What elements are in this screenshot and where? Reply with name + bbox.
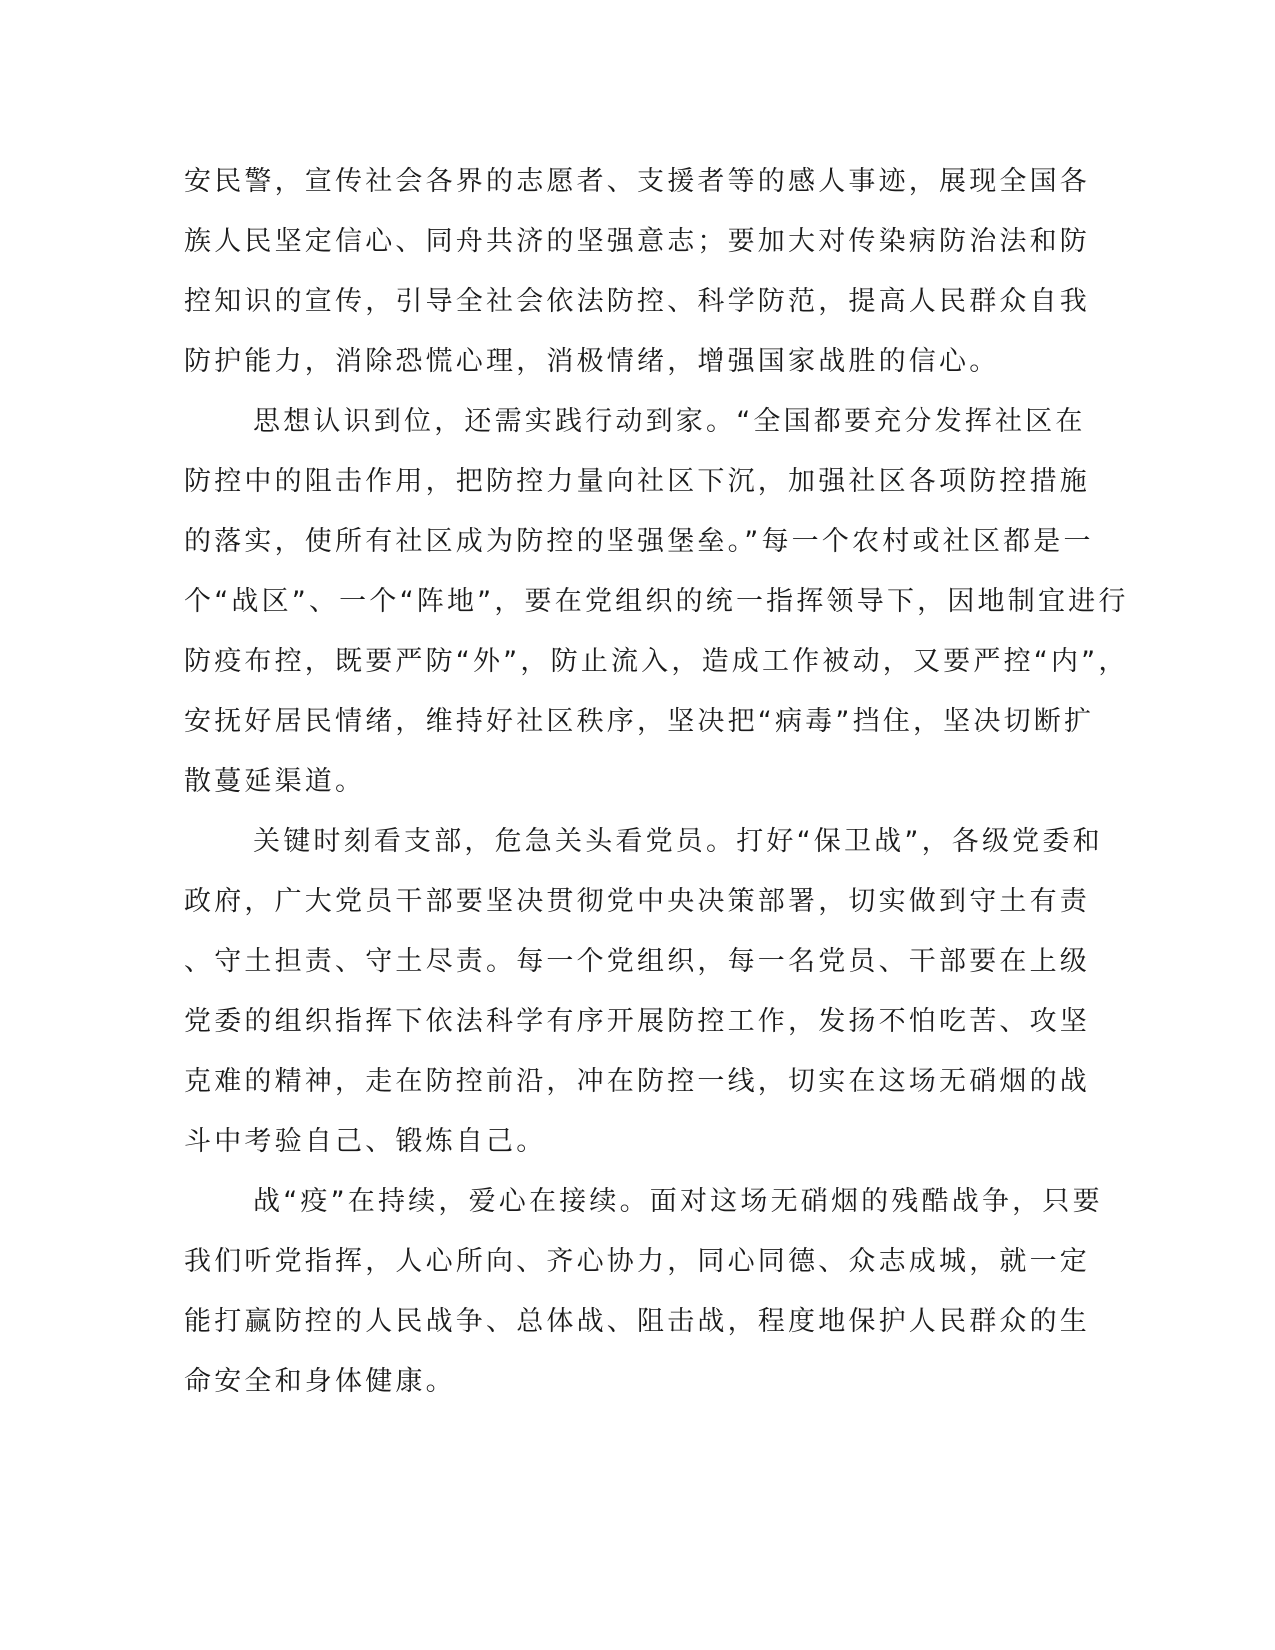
body-text — [184, 152, 1129, 1412]
text-line: 我们听党指挥，人心所向、齐心协力，同心同德、众志成城，就一定 — [184, 1246, 1090, 1277]
text-line: 党委的组织指挥下依法科学有序开展防控工作，发扬不怕吃苦、攻坚 — [184, 1006, 1090, 1037]
text-line: 政府，广大党员干部要坚决贯彻党中央决策部署，切实做到守土有责 — [184, 886, 1090, 917]
paragraph-first-line: 战“疫”在持续，爱心在接续。面对这场无硝烟的残酷战争，只要 — [253, 1186, 1103, 1217]
text-line: 散蔓延渠道。 — [184, 766, 366, 797]
text-line: 能打赢防控的人民战争、总体战、阻击战，程度地保护人民群众的生 — [184, 1306, 1090, 1337]
text-line: 命安全和身体健康。 — [184, 1366, 456, 1397]
text-line: 、守土担责、守土尽责。每一个党组织，每一名党员、干部要在上级 — [184, 946, 1090, 977]
text-line: 个“战区”、一个“阵地”，要在党组织的统一指挥领导下，因地制宜进行 — [184, 586, 1129, 617]
text-line: 的落实，使所有社区成为防控的坚强堡垒。”每一个农村或社区都是一 — [184, 526, 1094, 557]
text-line: 安民警，宣传社会各界的志愿者、支援者等的感人事迹，展现全国各 — [184, 166, 1090, 197]
text-line: 族人民坚定信心、同舟共济的坚强意志；要加大对传染病防治法和防 — [184, 226, 1090, 257]
text-line: 防疫布控，既要严防“外”，防止流入，造成工作被动，又要严控“内”， — [184, 646, 1129, 677]
text-line: 安抚好居民情绪，维持好社区秩序，坚决把“病毒”挡住，坚决切断扩 — [184, 706, 1095, 737]
text-line: 控知识的宣传，引导全社会依法防控、科学防范，提高人民群众自我 — [184, 286, 1090, 317]
paragraph-first-line: 思想认识到位，还需实践行动到家。“全国都要充分发挥社区在 — [253, 406, 1086, 437]
text-line: 斗中考验自己、锻炼自己。 — [184, 1126, 547, 1157]
text-line: 克难的精神，走在防控前沿，冲在防控一线，切实在这场无硝烟的战 — [184, 1066, 1090, 1097]
text-line: 防护能力，消除恐慌心理，消极情绪，增强国家战胜的信心。 — [184, 346, 1000, 377]
text-line: 防控中的阻击作用，把防控力量向社区下沉，加强社区各项防控措施 — [184, 466, 1090, 497]
paragraph-first-line: 关键时刻看支部，危急关头看党员。打好“保卫战”，各级党委和 — [253, 826, 1103, 857]
